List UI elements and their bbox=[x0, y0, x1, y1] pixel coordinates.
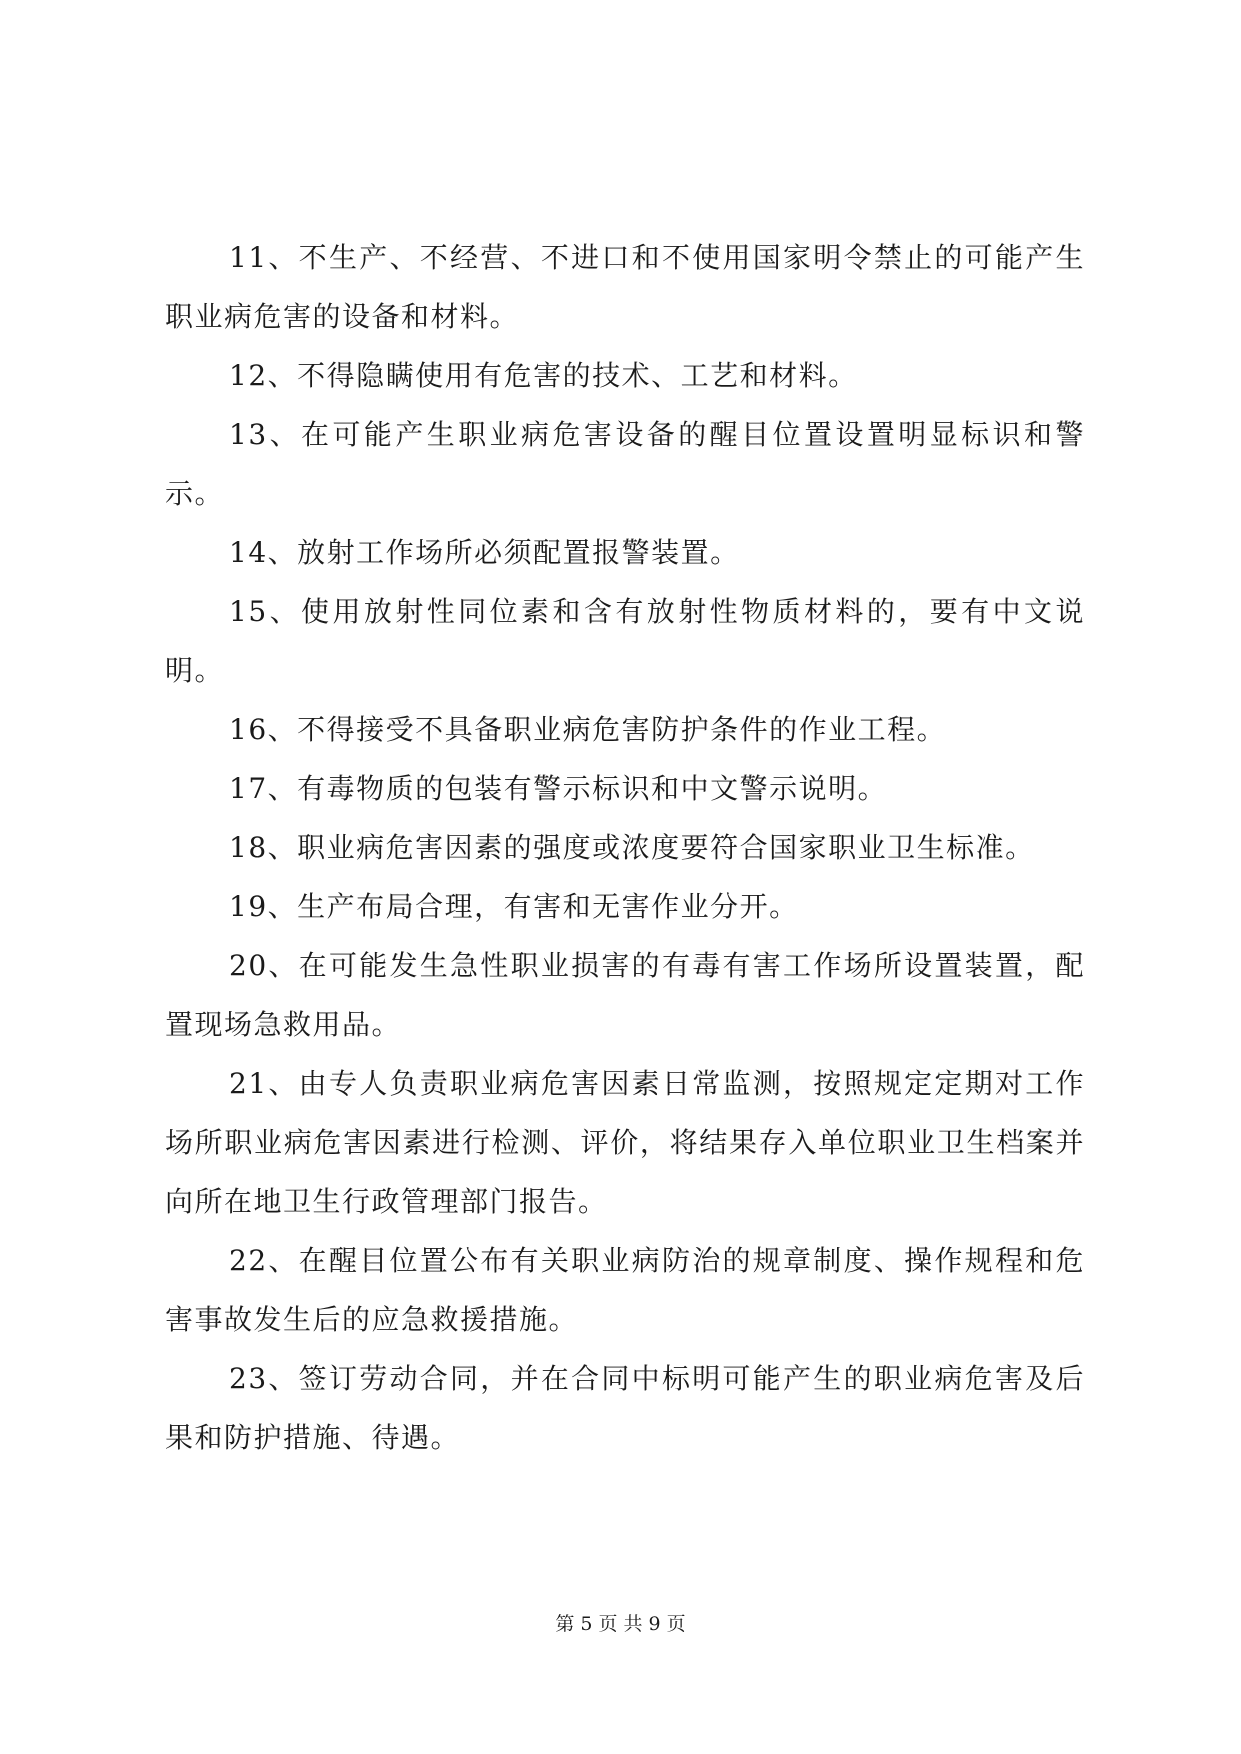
paragraph-item-16: 16、不得接受不具备职业病危害防护条件的作业工程。 bbox=[229, 713, 947, 746]
paragraph-item-17: 17、有毒物质的包装有警示标识和中文警示说明。 bbox=[229, 772, 888, 805]
paragraph-item-18: 18、职业病危害因素的强度或浓度要符合国家职业卫生标准。 bbox=[229, 831, 1035, 864]
document-body bbox=[165, 228, 1085, 1467]
paragraph-item-19: 19、生产布局合理，有害和无害作业分开。 bbox=[229, 890, 799, 923]
paragraph-item-11: 11、不生产、不经营、不进口和不使用国家明令禁止的可能产生职业病危害的设备和材料。 bbox=[165, 241, 1085, 333]
paragraph-item-13: 13、在可能产生职业病危害设备的醒目位置设置明显标识和警示。 bbox=[165, 418, 1085, 510]
paragraph-item-12: 12、不得隐瞒使用有危害的技术、工艺和材料。 bbox=[229, 359, 858, 392]
paragraph-item-20: 20、在可能发生急性职业损害的有毒有害工作场所设置装置，配置现场急救用品。 bbox=[165, 949, 1085, 1041]
paragraph-item-15: 15、使用放射性同位素和含有放射性物质材料的，要有中文说明。 bbox=[165, 595, 1085, 687]
paragraph-item-23: 23、签订劳动合同，并在合同中标明可能产生的职业病危害及后果和防护措施、待遇。 bbox=[165, 1362, 1085, 1454]
paragraph-item-21: 21、由专人负责职业病危害因素日常监测，按照规定定期对工作场所职业病危害因素进行检测、评价，将结果存入单位职业卫生档案并向所在地卫生行政管理部门报告。 bbox=[165, 1067, 1085, 1218]
paragraph-item-22: 22、在醒目位置公布有关职业病防治的规章制度、操作规程和危害事故发生后的应急救援措施。 bbox=[165, 1244, 1085, 1336]
page-number-footer: 第 5 页 共 9 页 bbox=[555, 1613, 686, 1635]
paragraph-item-14: 14、放射工作场所必须配置报警装置。 bbox=[229, 536, 740, 569]
